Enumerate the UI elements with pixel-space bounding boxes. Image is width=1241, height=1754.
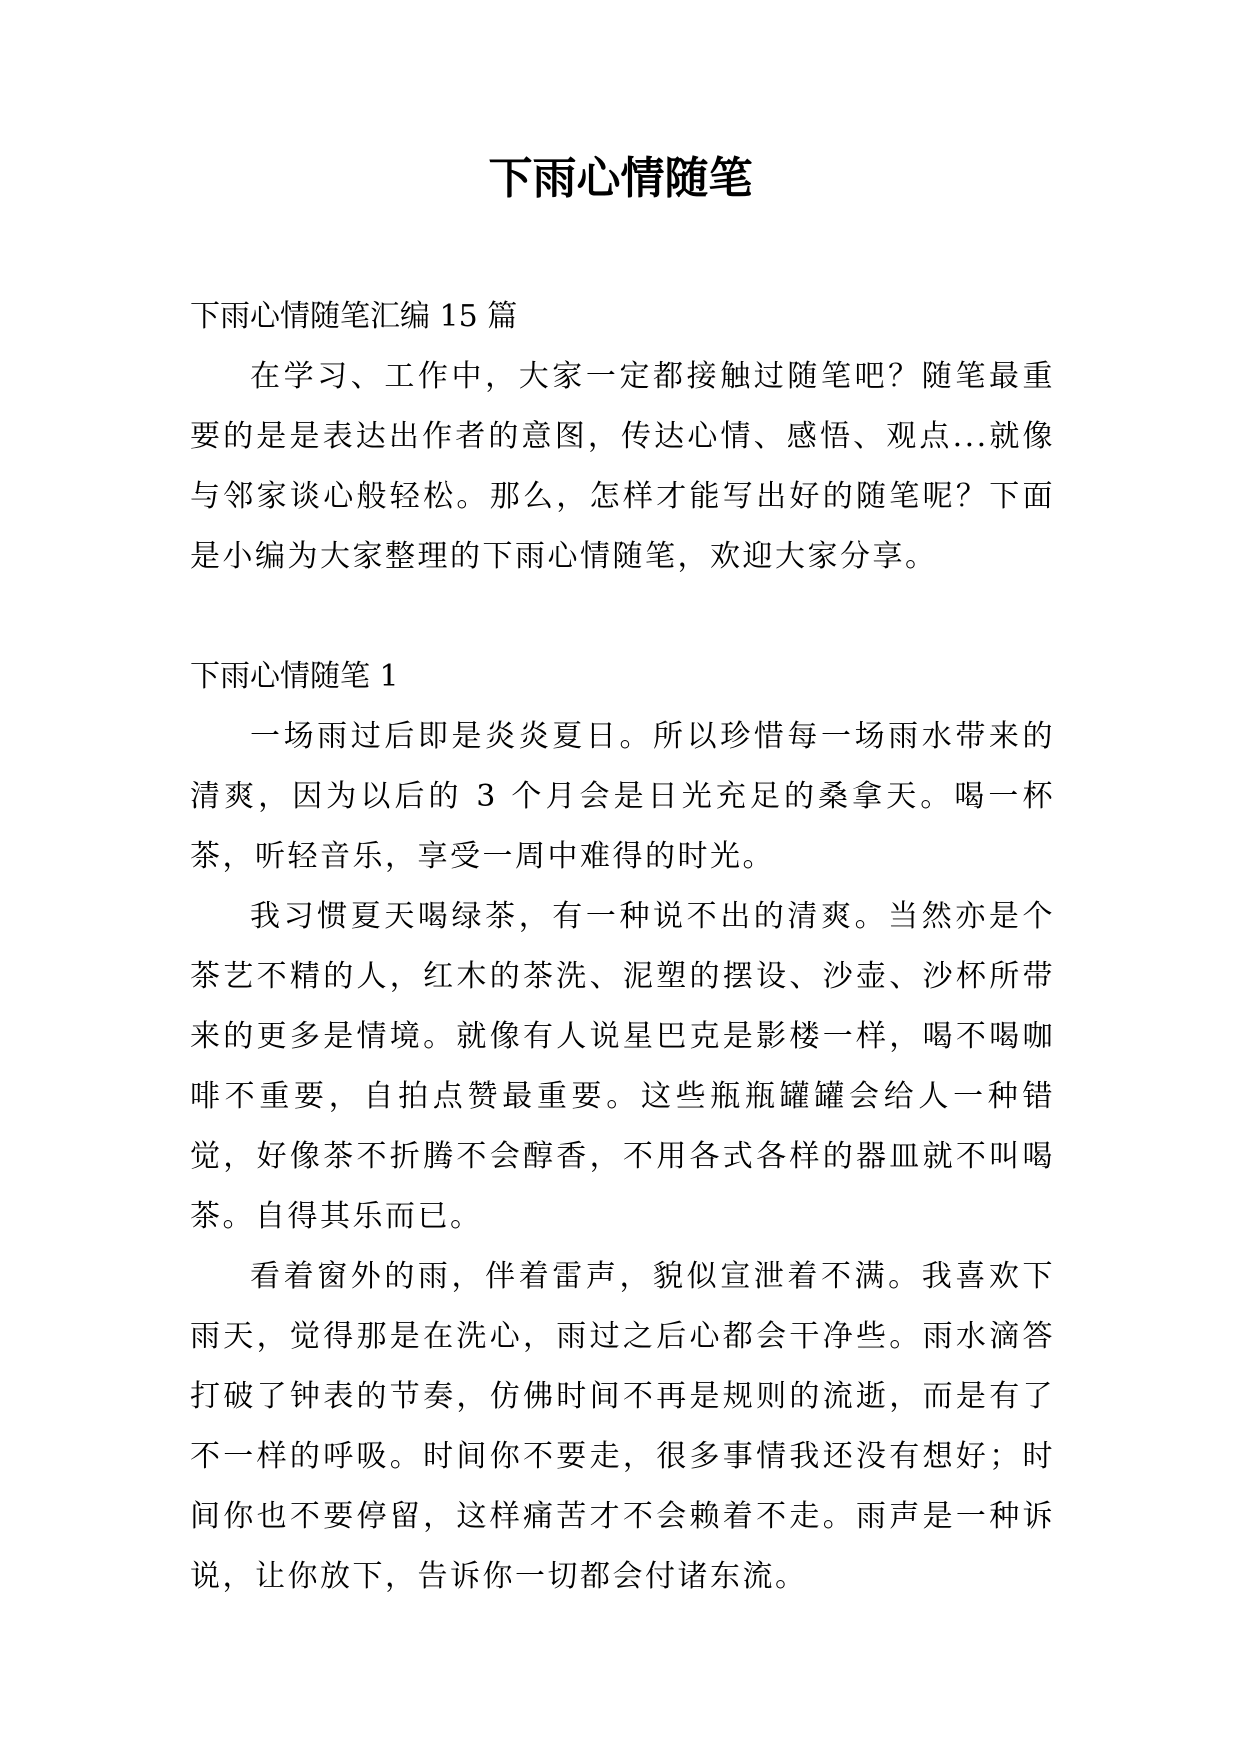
body-paragraph: 一场雨过后即是炎炎夏日。所以珍惜每一场雨水带来的清爽，因为以后的 3 个月会是日光充足的桑拿天。喝一杯茶，听轻音乐，享受一周中难得的时光。 — [190, 719, 1055, 874]
body-paragraph: 我习惯夏天喝绿茶，有一种说不出的清爽。当然亦是个茶艺不精的人，红木的茶洗、泥塑的摆设、沙壶、沙杯所带来的更多是情境。就像有人说星巴克是影楼一样，喝不喝咖啡不重要，自拍点赞最重要。这些瓶瓶罐罐会给人一种错觉，好像茶不折腾不会醇香，不用各式各样的器皿就不叫喝茶。自得其乐而已。 — [190, 899, 1055, 1234]
document-body — [190, 287, 1055, 1607]
intro-paragraph: 在学习、工作中，大家一定都接触过随笔吧？随笔最重要的是是表达出作者的意图，传达心情、感悟、观点...就像与邻家谈心般轻松。那么，怎样才能写出好的随笔呢？下面是小编为大家整理的下雨心情随笔，欢迎大家分享。 — [190, 359, 1055, 574]
document-title: 下雨心情随笔 — [488, 153, 753, 204]
section-spacer — [190, 587, 1055, 647]
body-paragraph: 看着窗外的雨，伴着雷声，貌似宣泄着不满。我喜欢下雨天，觉得那是在洗心，雨过之后心都会干净些。雨水滴答打破了钟表的节奏，仿佛时间不再是规则的流逝，而是有了不一样的呼吸。时间你不要走，很多事情我还没有想好；时间你也不要停留，这样痛苦才不会赖着不走。雨声是一种诉说，让你放下，告诉你一切都会付诸东流。 — [190, 1259, 1055, 1594]
collection-heading: 下雨心情随笔汇编 15 篇 — [190, 299, 518, 334]
section-heading: 下雨心情随笔 1 — [190, 659, 399, 694]
essay-section — [190, 647, 1055, 1607]
